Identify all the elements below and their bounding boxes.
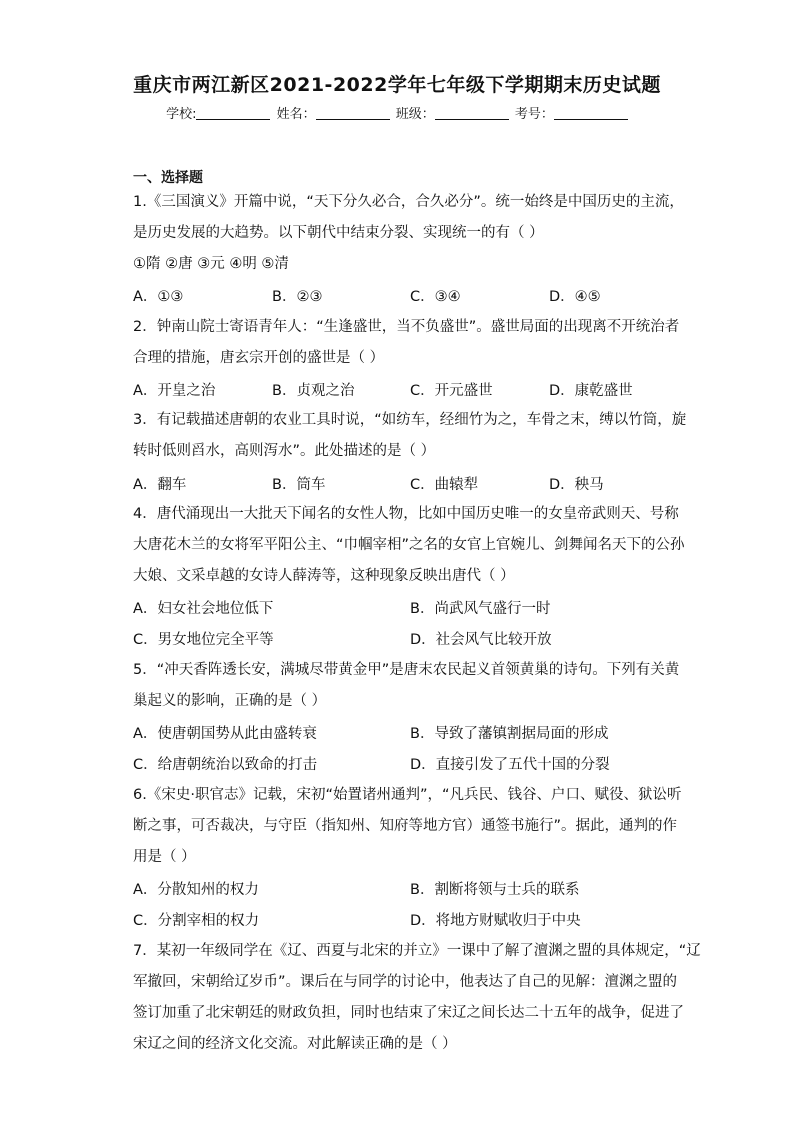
option-a[interactable]: A．翻车: [133, 477, 187, 493]
name-blank[interactable]: [316, 106, 390, 120]
question-1: [133, 187, 684, 280]
question-4-options-row1: [133, 597, 673, 617]
question-5-options-row1: [133, 722, 673, 742]
question-5: [133, 655, 680, 717]
question-line: 7．某初一年级同学在《辽、西夏与北宋的并立》一课中了解了澶渊之盟的具体规定，“辽: [133, 943, 701, 959]
question-4: [133, 499, 685, 592]
question-line: 是历史发展的大趋势。以下朝代中结束分裂、实现统一的有（ ）: [133, 225, 544, 241]
question-line: 大娘、文采卓越的女诗人薛涛等，这种现象反映出唐代（ ）: [133, 568, 515, 584]
option-c[interactable]: C．给唐朝统治以致命的打击: [133, 757, 318, 773]
option-c[interactable]: C．分割宰相的权力: [133, 913, 260, 929]
question-4-options-row2: [133, 628, 673, 648]
question-line: 用是（ ）: [133, 849, 196, 865]
question-6-options-row2: [133, 909, 673, 929]
option-a[interactable]: A．使唐朝国势从此由盛转衰: [133, 726, 317, 742]
question-6: [133, 780, 682, 873]
question-line: 3．有记载描述唐朝的农业工具时说，“如纺车，经细竹为之，车骨之末，缚以竹筒，旋: [133, 412, 687, 428]
question-line: 宋辽之间的经济文化交流。对此解读正确的是（ ）: [133, 1036, 457, 1052]
option-b[interactable]: B．导致了藩镇割据局面的形成: [410, 726, 609, 742]
question-line: 大唐花木兰的女将军平阳公主、“巾帼宰相”之名的女官上官婉儿、剑舞闻名天下的公孙: [133, 537, 685, 553]
number-blank[interactable]: [554, 106, 628, 120]
option-c[interactable]: C．③④: [410, 289, 461, 305]
question-5-options-row2: [133, 753, 673, 773]
option-b[interactable]: B．筒车: [272, 477, 326, 493]
option-a[interactable]: A．分散知州的权力: [133, 882, 259, 898]
school-blank[interactable]: [196, 106, 270, 120]
question-line: 合理的措施，唐玄宗开创的盛世是（ ）: [133, 350, 385, 366]
class-blank[interactable]: [435, 106, 509, 120]
option-b[interactable]: B．②③: [272, 289, 323, 305]
question-line: 巢起义的影响，正确的是（ ）: [133, 693, 327, 709]
question-line: 5．“冲天香阵透长安，满城尽带黄金甲”是唐末农民起义首领黄巢的诗句。下列有关黄: [133, 662, 680, 678]
option-d[interactable]: D．社会风气比较开放: [410, 632, 552, 648]
exam-title: 重庆市两江新区2021-2022学年七年级下学期期末历史试题: [133, 74, 661, 96]
option-d[interactable]: D．秧马: [549, 477, 604, 493]
question-2: [133, 312, 680, 374]
option-b[interactable]: B．贞观之治: [272, 383, 355, 399]
question-line: 军撤回，宋朝给辽岁币”。课后在与同学的讨论中，他表达了自己的见解：澶渊之盟的: [133, 974, 678, 990]
option-a[interactable]: A．妇女社会地位低下: [133, 601, 274, 617]
question-6-options-row1: [133, 878, 673, 898]
option-c[interactable]: C．男女地位完全平等: [133, 632, 274, 648]
option-c[interactable]: C．曲辕犁: [410, 477, 479, 493]
option-d[interactable]: D．直接引发了五代十国的分裂: [410, 757, 610, 773]
number-label: 考号：: [514, 107, 554, 122]
question-line: 4．唐代涌现出一大批天下闻名的女性人物，比如中国历史唯一的女皇帝武则天、号称: [133, 506, 679, 522]
option-b[interactable]: B．尚武风气盛行一时: [410, 601, 551, 617]
question-line: 6.《宋史·职官志》记载，宋初“始置诸州通判”，“凡兵民、钱谷、户口、赋役、狱讼听: [133, 787, 682, 803]
option-d[interactable]: D．康乾盛世: [549, 383, 633, 399]
question-line: 签订加重了北宋朝廷的财政负担，同时也结束了宋辽之间长达二十五年的战争，促进了: [133, 1005, 684, 1021]
question-line: 转时低则舀水，高则泻水”。此处描述的是（ ）: [133, 443, 436, 459]
question-2-options: [133, 379, 673, 399]
question-7: [133, 936, 701, 1060]
question-3: [133, 405, 687, 467]
option-d[interactable]: D．将地方财赋收归于中央: [410, 913, 581, 929]
option-a[interactable]: A．①③: [133, 289, 184, 305]
question-3-options: [133, 473, 673, 493]
question-1-options: [133, 285, 673, 305]
question-line: 断之事，可否裁决，与守臣（指知州、知府等地方官）通签书施行”。据此，通判的作: [133, 818, 678, 834]
name-label: 姓名：: [276, 107, 316, 122]
question-line: 2．钟南山院士寄语青年人：“生逢盛世，当不负盛世”。盛世局面的出现离不开统治者: [133, 319, 680, 335]
class-label: 班级：: [395, 107, 435, 122]
section-title: 一、选择题: [133, 170, 203, 186]
option-d[interactable]: D．④⑤: [549, 289, 601, 305]
option-b[interactable]: B．割断将领与士兵的联系: [410, 882, 580, 898]
question-line: 1.《三国演义》开篇中说，“天下分久必合，合久必分”。统一始终是中国历史的主流，: [133, 194, 684, 210]
school-label: 学校:: [166, 107, 197, 122]
option-a[interactable]: A．开皇之治: [133, 383, 216, 399]
student-info-line: [0, 103, 794, 122]
question-line: ①隋 ②唐 ③元 ④明 ⑤清: [133, 256, 289, 272]
option-c[interactable]: C．开元盛世: [410, 383, 493, 399]
